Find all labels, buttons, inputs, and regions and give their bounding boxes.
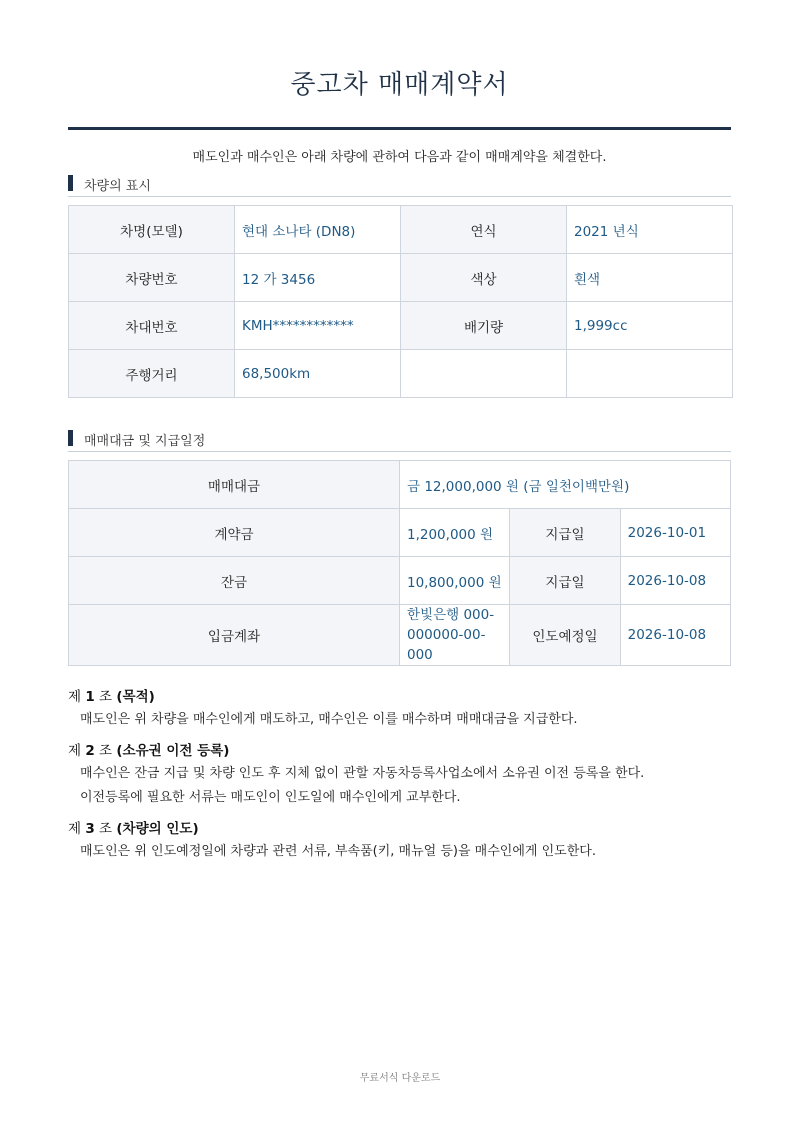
article-1	[68, 686, 731, 732]
value-balance-date: 2026-10-08	[620, 557, 730, 605]
label-vin: 차대번호	[69, 302, 235, 350]
label-price: 매매대금	[69, 461, 400, 509]
table-row	[69, 509, 731, 557]
value-deposit-date: 2026-10-01	[620, 509, 730, 557]
vehicle-table	[68, 205, 733, 398]
value-delivery-date: 2026-10-08	[620, 605, 730, 666]
table-row	[69, 461, 731, 509]
payment-table	[68, 460, 731, 666]
article-3	[68, 818, 731, 864]
label-deposit-date: 지급일	[510, 509, 620, 557]
label-color: 색상	[401, 254, 567, 302]
vehicle-section-heading	[68, 174, 731, 197]
vehicle-heading-text: 차량의 표시	[84, 179, 151, 194]
label-balance-date: 지급일	[510, 557, 620, 605]
article-title: 제 2 조 (소유권 이전 등록)	[68, 743, 230, 759]
label-mileage: 주행거리	[69, 350, 235, 398]
article-title: 제 3 조 (차량의 인도)	[68, 821, 199, 837]
empty-cell	[567, 350, 733, 398]
label-year: 연식	[401, 206, 567, 254]
title-divider	[68, 127, 731, 130]
label-plate: 차량번호	[69, 254, 235, 302]
label-delivery-date: 인도예정일	[510, 605, 620, 666]
value-mileage: 68,500km	[235, 350, 401, 398]
payment-section-heading	[68, 429, 731, 452]
table-row	[69, 254, 733, 302]
article-text: 이전등록에 필요한 서류는 매도인이 인도일에 매수인에게 교부한다.	[80, 790, 461, 805]
value-deposit: 1,200,000 원	[400, 509, 510, 557]
value-plate: 12 가 3456	[235, 254, 401, 302]
table-row	[69, 557, 731, 605]
table-row	[69, 302, 733, 350]
document-title: 중고차 매매계약서	[290, 70, 509, 100]
value-balance: 10,800,000 원	[400, 557, 510, 605]
value-price: 금 12,000,000 원 (금 일천이백만원)	[400, 461, 731, 509]
value-displacement: 1,999cc	[567, 302, 733, 350]
intro-text: 매도인과 매수인은 아래 차량에 관하여 다음과 같이 매매계약을 체결한다.	[192, 150, 607, 165]
label-balance: 잔금	[69, 557, 400, 605]
footer-link[interactable]: 무료서식 다운로드	[359, 1073, 441, 1084]
table-row	[69, 350, 733, 398]
table-row	[69, 605, 731, 666]
article-title: 제 1 조 (목적)	[68, 689, 155, 705]
label-deposit: 계약금	[69, 509, 400, 557]
contract-articles	[68, 686, 731, 872]
value-vin: KMH************	[235, 302, 401, 350]
label-model: 차명(모델)	[69, 206, 235, 254]
label-displacement: 배기량	[401, 302, 567, 350]
article-2	[68, 740, 731, 810]
empty-cell	[401, 350, 567, 398]
payment-heading-text: 매매대금 및 지급일정	[84, 434, 206, 449]
value-account: 한빛은행 000-000000-00-000	[400, 605, 510, 666]
article-text: 매도인은 위 인도예정일에 차량과 관련 서류, 부속품(키, 매뉴얼 등)을 매수인에게 인도한다.	[80, 844, 596, 859]
label-account: 입금계좌	[69, 605, 400, 666]
value-model: 현대 소나타 (DN8)	[235, 206, 401, 254]
table-row	[69, 206, 733, 254]
section-marker	[68, 430, 73, 446]
article-text: 매도인은 위 차량을 매수인에게 매도하고, 매수인은 이를 매수하며 매매대금을 지급한다.	[80, 712, 578, 727]
article-text: 매수인은 잔금 지급 및 차량 인도 후 지체 없이 관할 자동차등록사업소에서 소유권 이전 등록을 한다.	[80, 766, 645, 781]
value-year: 2021 년식	[567, 206, 733, 254]
section-marker	[68, 175, 73, 191]
value-color: 흰색	[567, 254, 733, 302]
